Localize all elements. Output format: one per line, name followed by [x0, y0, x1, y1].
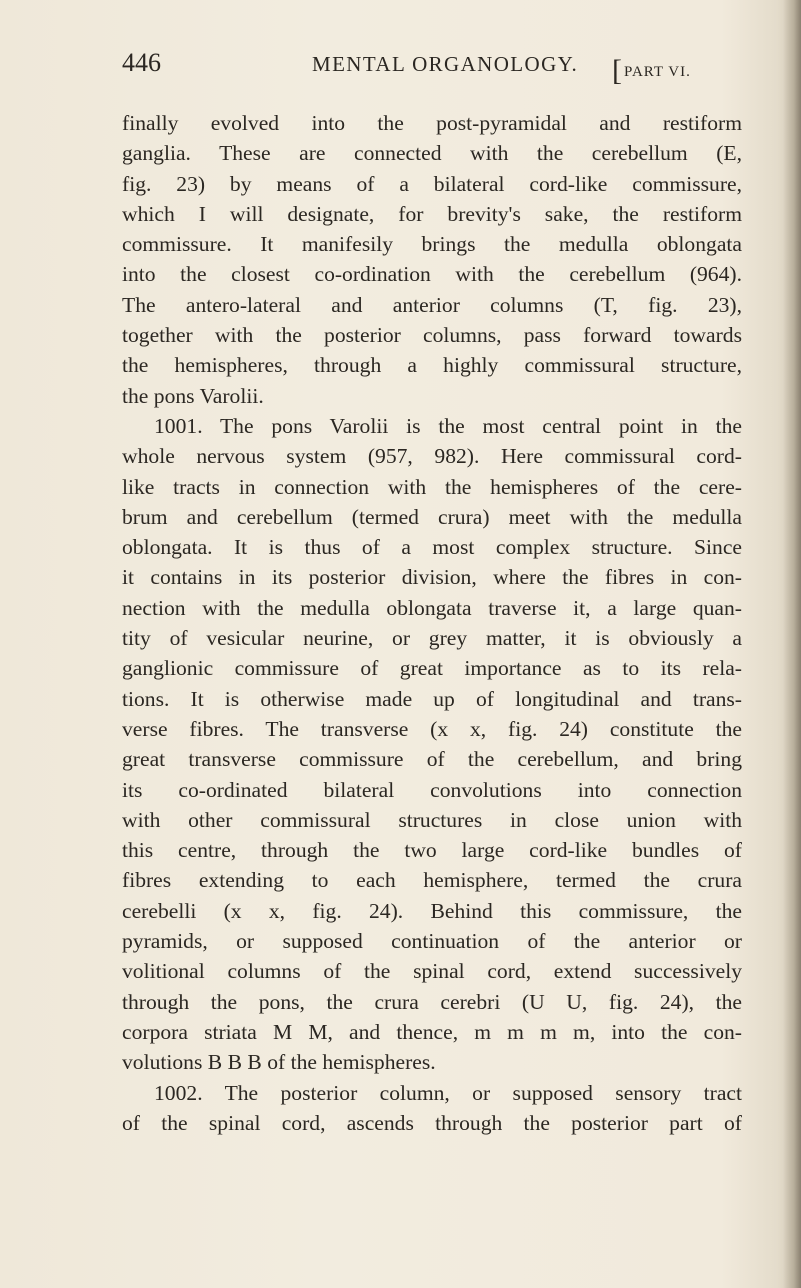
text-line: ganglionic commissure of great importance as to its rela-: [122, 656, 742, 681]
text-line: The antero-lateral and anterior columns (T, fig. 23),: [122, 292, 742, 317]
text-line: nection with the medulla oblongata traverse it, a large quan-: [122, 595, 742, 620]
text-line: with other commissural structures in close union with: [122, 807, 742, 832]
text-line: fig. 23) by means of a bilateral cord-like commissure,: [122, 171, 742, 196]
text-line: the hemispheres, through a highly commissural structure,: [122, 353, 742, 378]
page-number: 446: [122, 48, 161, 77]
text-line: its co-ordinated bilateral convolutions into connection: [122, 777, 742, 802]
text-line: into the closest co-ordination with the cerebellum (964).: [122, 262, 742, 287]
text-line: the pons Varolii.: [122, 383, 264, 408]
paragraph-1001-start: 1001. The pons Varolii is the most central point in the: [154, 413, 742, 438]
text-line: verse fibres. The transverse (x x, fig. 24) constitute the: [122, 716, 742, 741]
text-line: finally evolved into the post-pyramidal and restiform: [122, 111, 742, 135]
text-line: ganglia. These are connected with the cerebellum (E,: [122, 141, 742, 166]
text-line: of the spinal cord, ascends through the posterior part of: [122, 1110, 742, 1135]
text-line: volutions B B B of the hemispheres.: [122, 1050, 436, 1075]
text-line: fibres extending to each hemisphere, termed the crura: [122, 868, 742, 893]
text-line: commissure. It manifesily brings the medulla oblongata: [122, 232, 742, 257]
text-line: brum and cerebellum (termed crura) meet with the medulla: [122, 504, 742, 529]
text-line: cerebelli (x x, fig. 24). Behind this commissure, the: [122, 898, 742, 923]
text-line: this centre, through the two large cord-like bundles of: [122, 838, 742, 863]
text-line: corpora striata M M, and thence, m m m m, into the con-: [122, 1019, 742, 1044]
running-head: MENTAL ORGANOLOGY.: [312, 52, 579, 76]
text-line: together with the posterior columns, pass forward towards: [122, 323, 742, 348]
text-line: it contains in its posterior division, where the fibres in con-: [122, 565, 742, 590]
text-line: volitional columns of the spinal cord, extend successively: [122, 959, 742, 984]
part-label-text: PART VI.: [624, 64, 691, 80]
page-edge-shadow: [783, 0, 801, 1288]
text-line: which I will designate, for brevity's sake, the restiform: [122, 201, 742, 226]
body-text: [122, 108, 742, 1138]
page-header: [122, 44, 742, 87]
paragraph-1002-start: 1002. The posterior column, or supposed sensory tract: [154, 1080, 742, 1105]
text-line: pyramids, or supposed continuation of the anterior or: [122, 929, 742, 954]
text-line: oblongata. It is thus of a most complex structure. Since: [122, 535, 742, 560]
part-label: [ PART VI.: [612, 54, 691, 87]
text-line: like tracts in connection with the hemispheres of the cere-: [122, 474, 742, 499]
text-line: tity of vesicular neurine, or grey matter, it is obviously a: [122, 626, 742, 651]
text-line: through the pons, the crura cerebri (U U, fig. 24), the: [122, 989, 742, 1014]
text-line: tions. It is otherwise made up of longitudinal and trans-: [122, 686, 742, 711]
text-line: great transverse commissure of the cerebellum, and bring: [122, 747, 742, 772]
text-line: whole nervous system (957, 982). Here commissural cord-: [122, 444, 742, 469]
